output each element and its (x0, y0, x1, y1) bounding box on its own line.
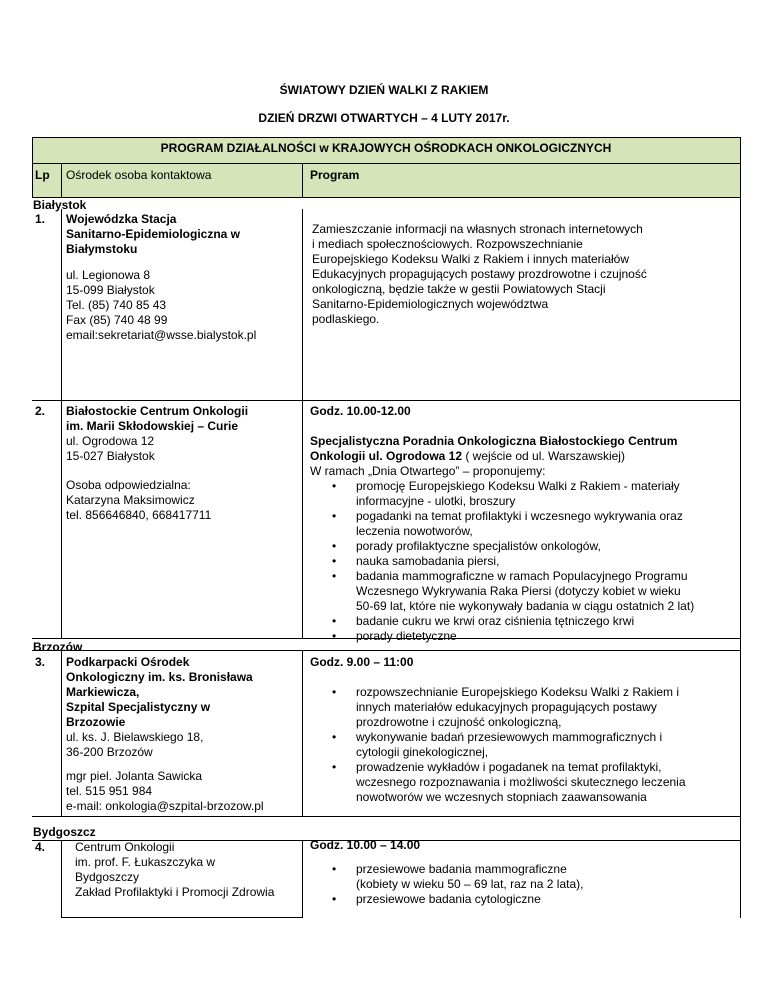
program-list-3 (310, 685, 686, 805)
center-address-1: ul. Legionowa 8 15-099 Białystok Tel. (85) 740 85 43 Fax (85) 740 48 99 email:sekretariat@wsse.bialystok.pl (66, 268, 257, 342)
program-heading-2: Specjalistyczna Poradnia Onkologiczna Białostockiego Centrum Onkologii ul. Ogrodowa 12 ( wejście od ul. Warszawskiej) W ramach „Dnia Otwartego” – proponujemy: (310, 434, 678, 478)
list-item: • przesiewowe badania mammograficzne (kobiety w wieku 50 – 69 lat, raz na 2 lata), (310, 862, 583, 892)
list-item: • porady dietetyczne (310, 629, 694, 644)
list-item: • promocję Europejskiego Kodeksu Walki z Rakiem - materiały informacyjne - ulotki, broszury (310, 479, 694, 509)
center-address-2: ul. Ogrodowa 12 15-027 Białystok (66, 434, 155, 463)
program-text-1: Zamieszczanie informacji na własnych stronach internetowych i mediach społecznościowych. Rozpowszechnianie Europejskiego Kodeksu Walki z Rakiem i innych materiałów Edukacyjnych propagujących postawy prozdrowotne i czujność onkologiczną, będzie także w gestii Powiatowych Stacji Sanitarno-Epidemiologicznych województwa podlaskiego. (312, 222, 647, 326)
contact-2: Osoba odpowiedzialna: Katarzyna Maksimowicz tel. 856646840, 668417711 (66, 478, 212, 522)
row-number-4: 4. (35, 840, 46, 854)
center-name-3: Podkarpacki Ośrodek Onkologiczny im. ks. Bronisława Markiewicza, Szpital Specjalistyczny w Brzozowie (66, 655, 253, 729)
contact-3: mgr piel. Jolanta Sawicka tel. 515 951 984 e-mail: onkologia@szpital-brzozow.pl (66, 769, 264, 813)
row-number-2: 2. (35, 404, 46, 418)
hours-2: Godz. 10.00-12.00 (310, 404, 411, 418)
table-caption: PROGRAM DZIAŁALNOŚCI w KRAJOWYCH OŚRODKACH ONKOLOGICZNYCH (160, 141, 612, 155)
list-item: • nauka samobadania piersi, (310, 554, 694, 569)
hours-4: Godz. 10.00 – 14.00 (310, 838, 421, 852)
center-name-4: Centrum Onkologii im. prof. F. Łukaszczyka w Bydgoszczy Zakład Profilaktyki i Promocji Zdrowia (75, 840, 275, 899)
center-name-2: Białostockie Centrum Onkologii im. Marii Skłodowskiej – Curie (66, 404, 249, 433)
list-item: • badanie cukru we krwi oraz ciśnienia tętniczego krwi (310, 614, 694, 629)
section-city-bialystok: Białystok (33, 198, 87, 212)
list-item: • przesiewowe badania cytologiczne (310, 892, 583, 907)
list-item: • rozpowszechnianie Europejskiego Kodeksu Walki z Rakiem i innych materiałów edukacyjnych propagujących postawy prozdrowotne i czujność onkologiczną, (310, 685, 686, 730)
hours-3: Godz. 9.00 – 11:00 (310, 655, 414, 669)
center-name-1: Wojewódzka Stacja Sanitarno-Epidemiologiczna w Białymstoku (66, 212, 241, 256)
section-city-brzozow: Brzozów (33, 640, 83, 654)
list-item: • pogadanki na temat profilaktyki i wczesnego wykrywania oraz leczenia nowotworów, (310, 509, 694, 539)
column-header-center: Ośrodek osoba kontaktowa (66, 168, 212, 182)
section-city-bydgoszcz: Bydgoszcz (33, 825, 96, 839)
list-item: • badania mammograficzne w ramach Populacyjnego Programu Wczesnego Wykrywania Raka Piersi (dotyczy kobiet w wieku 50-69 lat, które nie wykonywały badania w ciągu ostatnich 2 lat) (310, 569, 694, 614)
program-list-2 (310, 479, 694, 644)
document-subtitle: DZIEŃ DRZWI OTWARTYCH – 4 LUTY 2017r. (258, 111, 510, 125)
column-header-lp: Lp (35, 168, 50, 182)
list-item: • prowadzenie wykładów i pogadanek na temat profilaktyki, wczesnego rozpoznawania i możliwości skutecznego leczenia nowotworów we wczesnych stopniach zaawansowania (310, 760, 686, 805)
program-list-4 (310, 862, 583, 907)
document-title: ŚWIATOWY DZIEŃ WALKI Z RAKIEM (279, 83, 489, 97)
row-number-1: 1. (35, 212, 46, 226)
column-header-program: Program (310, 168, 360, 182)
center-address-3: ul. ks. J. Bielawskiego 18, 36-200 Brzozów (66, 730, 204, 759)
list-item: • porady profilaktyczne specjalistów onkologów, (310, 539, 694, 554)
row-number-3: 3. (35, 655, 46, 669)
list-item: • wykonywanie badań przesiewowych mammograficznych i cytologii ginekologicznej, (310, 730, 686, 760)
